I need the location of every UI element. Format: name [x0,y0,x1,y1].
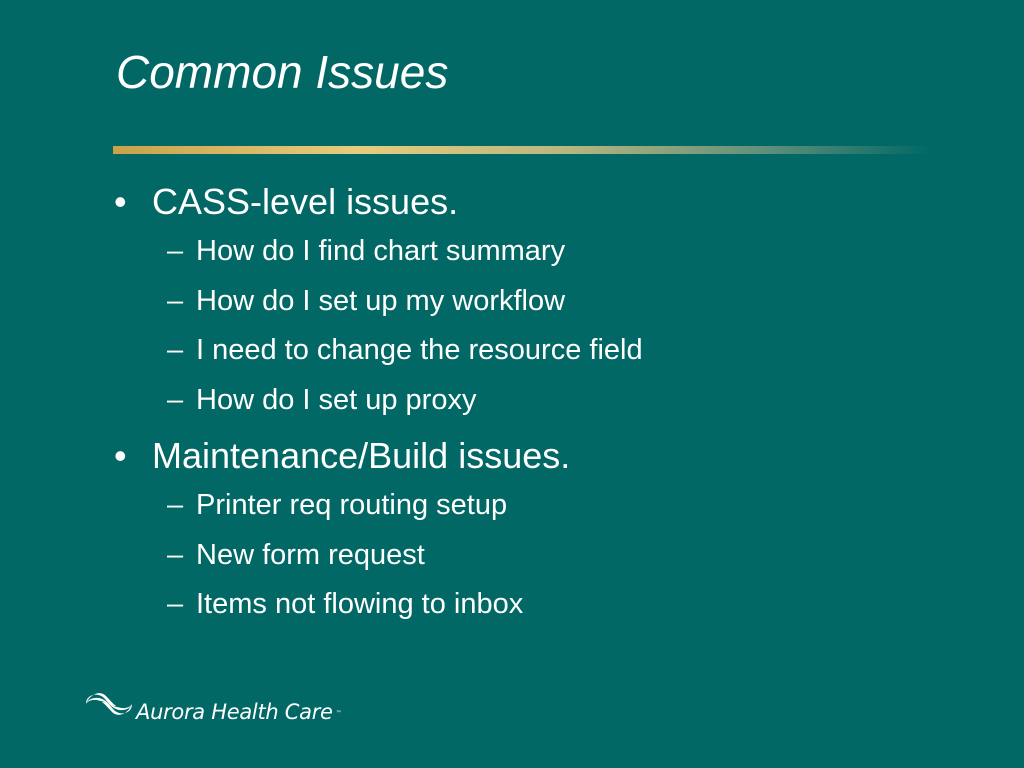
sub-list-container [112,481,992,630]
dash-icon: – [167,334,184,366]
list-item [112,481,992,531]
list-item-text: New form request [196,538,425,571]
list-item [112,227,992,277]
list-item-text: How do I find chart summary [196,235,566,267]
dash-icon: – [167,588,184,620]
sub-list [112,481,992,630]
title-divider [113,146,931,154]
list-item-text: How do I set up my workflow [196,284,566,317]
list-item [112,376,992,426]
sub-list-container [112,227,992,425]
trademark-mark: ™ [335,709,342,717]
bullet-icon: • [114,435,127,476]
dash-icon: – [167,489,184,521]
list-item [112,326,992,376]
sub-list [112,227,992,425]
list-item-text: How do I set up proxy [196,383,477,416]
section-heading [112,431,992,481]
bullet-icon: • [114,181,127,222]
list-item-text: Items not flowing to inbox [196,588,524,620]
list-item [112,531,992,581]
list-item [112,277,992,327]
bullet-list [112,177,992,636]
dash-icon: – [167,284,184,317]
dash-icon: – [167,235,184,267]
logo-text [136,700,341,724]
aurora-ribbon-logo-icon [82,688,136,720]
section-heading-text: Maintenance/Build issues. [152,435,571,476]
dash-icon: – [167,383,184,416]
aurora-logo [82,686,382,730]
logo-text-label: Aurora Health Care [136,700,333,724]
section-heading-text: CASS-level issues. [152,181,459,222]
dash-icon: – [167,538,184,571]
list-item [112,580,992,630]
section-heading [112,177,992,227]
list-item-text: Printer req routing setup [196,489,508,521]
list-item-text: I need to change the resource field [196,334,643,366]
slide-title: Common Issues [116,46,449,98]
